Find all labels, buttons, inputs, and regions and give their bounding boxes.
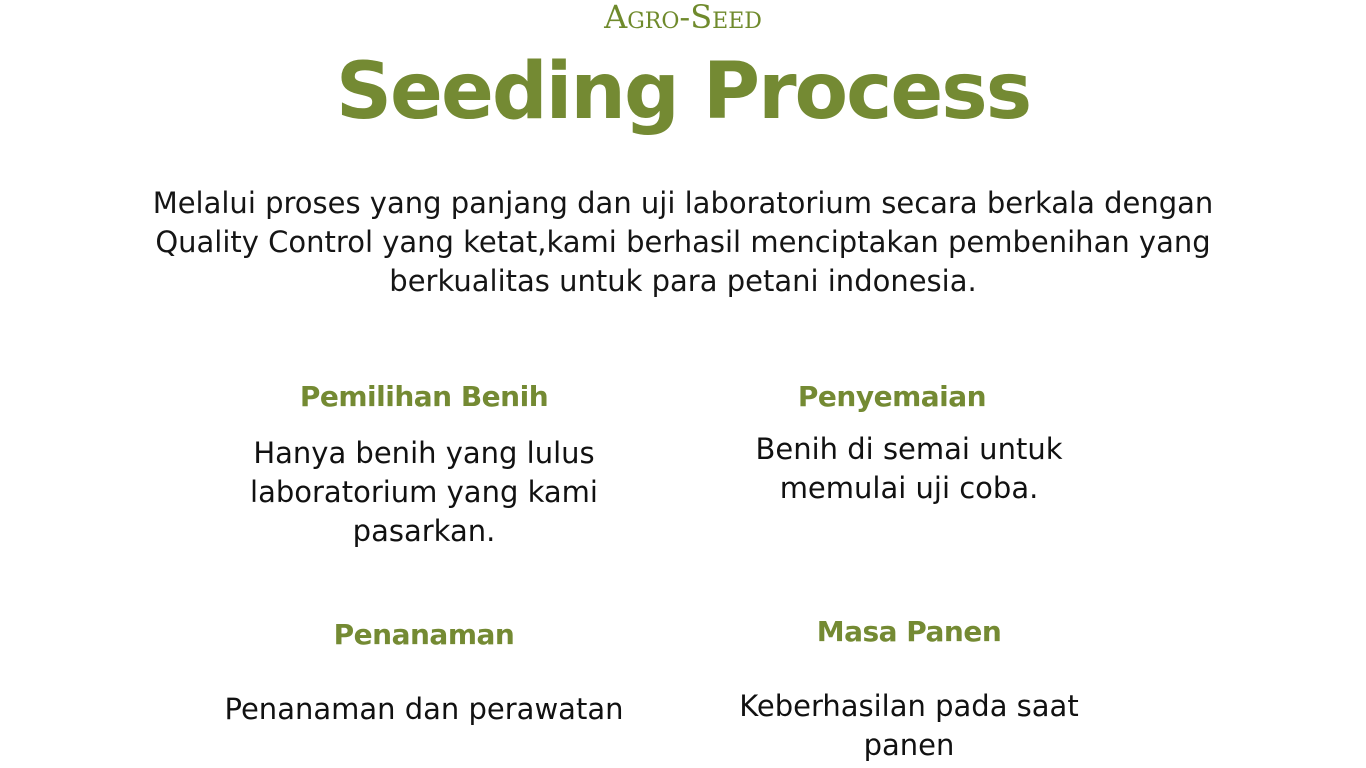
step-description: Hanya benih yang lulus laboratorium yang kami pasarkan.	[250, 436, 598, 548]
step-title: Penanaman	[333, 618, 515, 651]
step-title: Penyemaian	[797, 380, 987, 413]
page-title: Seeding Process	[335, 47, 1031, 137]
step-card-penyemaian	[704, 380, 1114, 508]
intro-paragraph: Melalui proses yang panjang dan uji laboratorium secara berkala dengan Quality Control yang ketat,kami berhasil menciptakan pembenihan yang berkualitas untuk para petani indonesia.	[152, 186, 1214, 298]
step-description: Penanaman dan perawatan	[224, 692, 624, 726]
step-description: Keberhasilan pada saat panen	[739, 689, 1079, 762]
step-card-penanaman	[214, 618, 634, 729]
brand-logo-text: Agro-Seed	[604, 0, 762, 36]
step-title: Masa Panen	[816, 615, 1002, 648]
step-card-masa-panen	[704, 615, 1114, 765]
step-title: Pemilihan Benih	[299, 380, 549, 413]
step-card-pemilihan-benih	[214, 380, 634, 551]
step-description: Benih di semai untuk memulai uji coba.	[755, 432, 1063, 505]
